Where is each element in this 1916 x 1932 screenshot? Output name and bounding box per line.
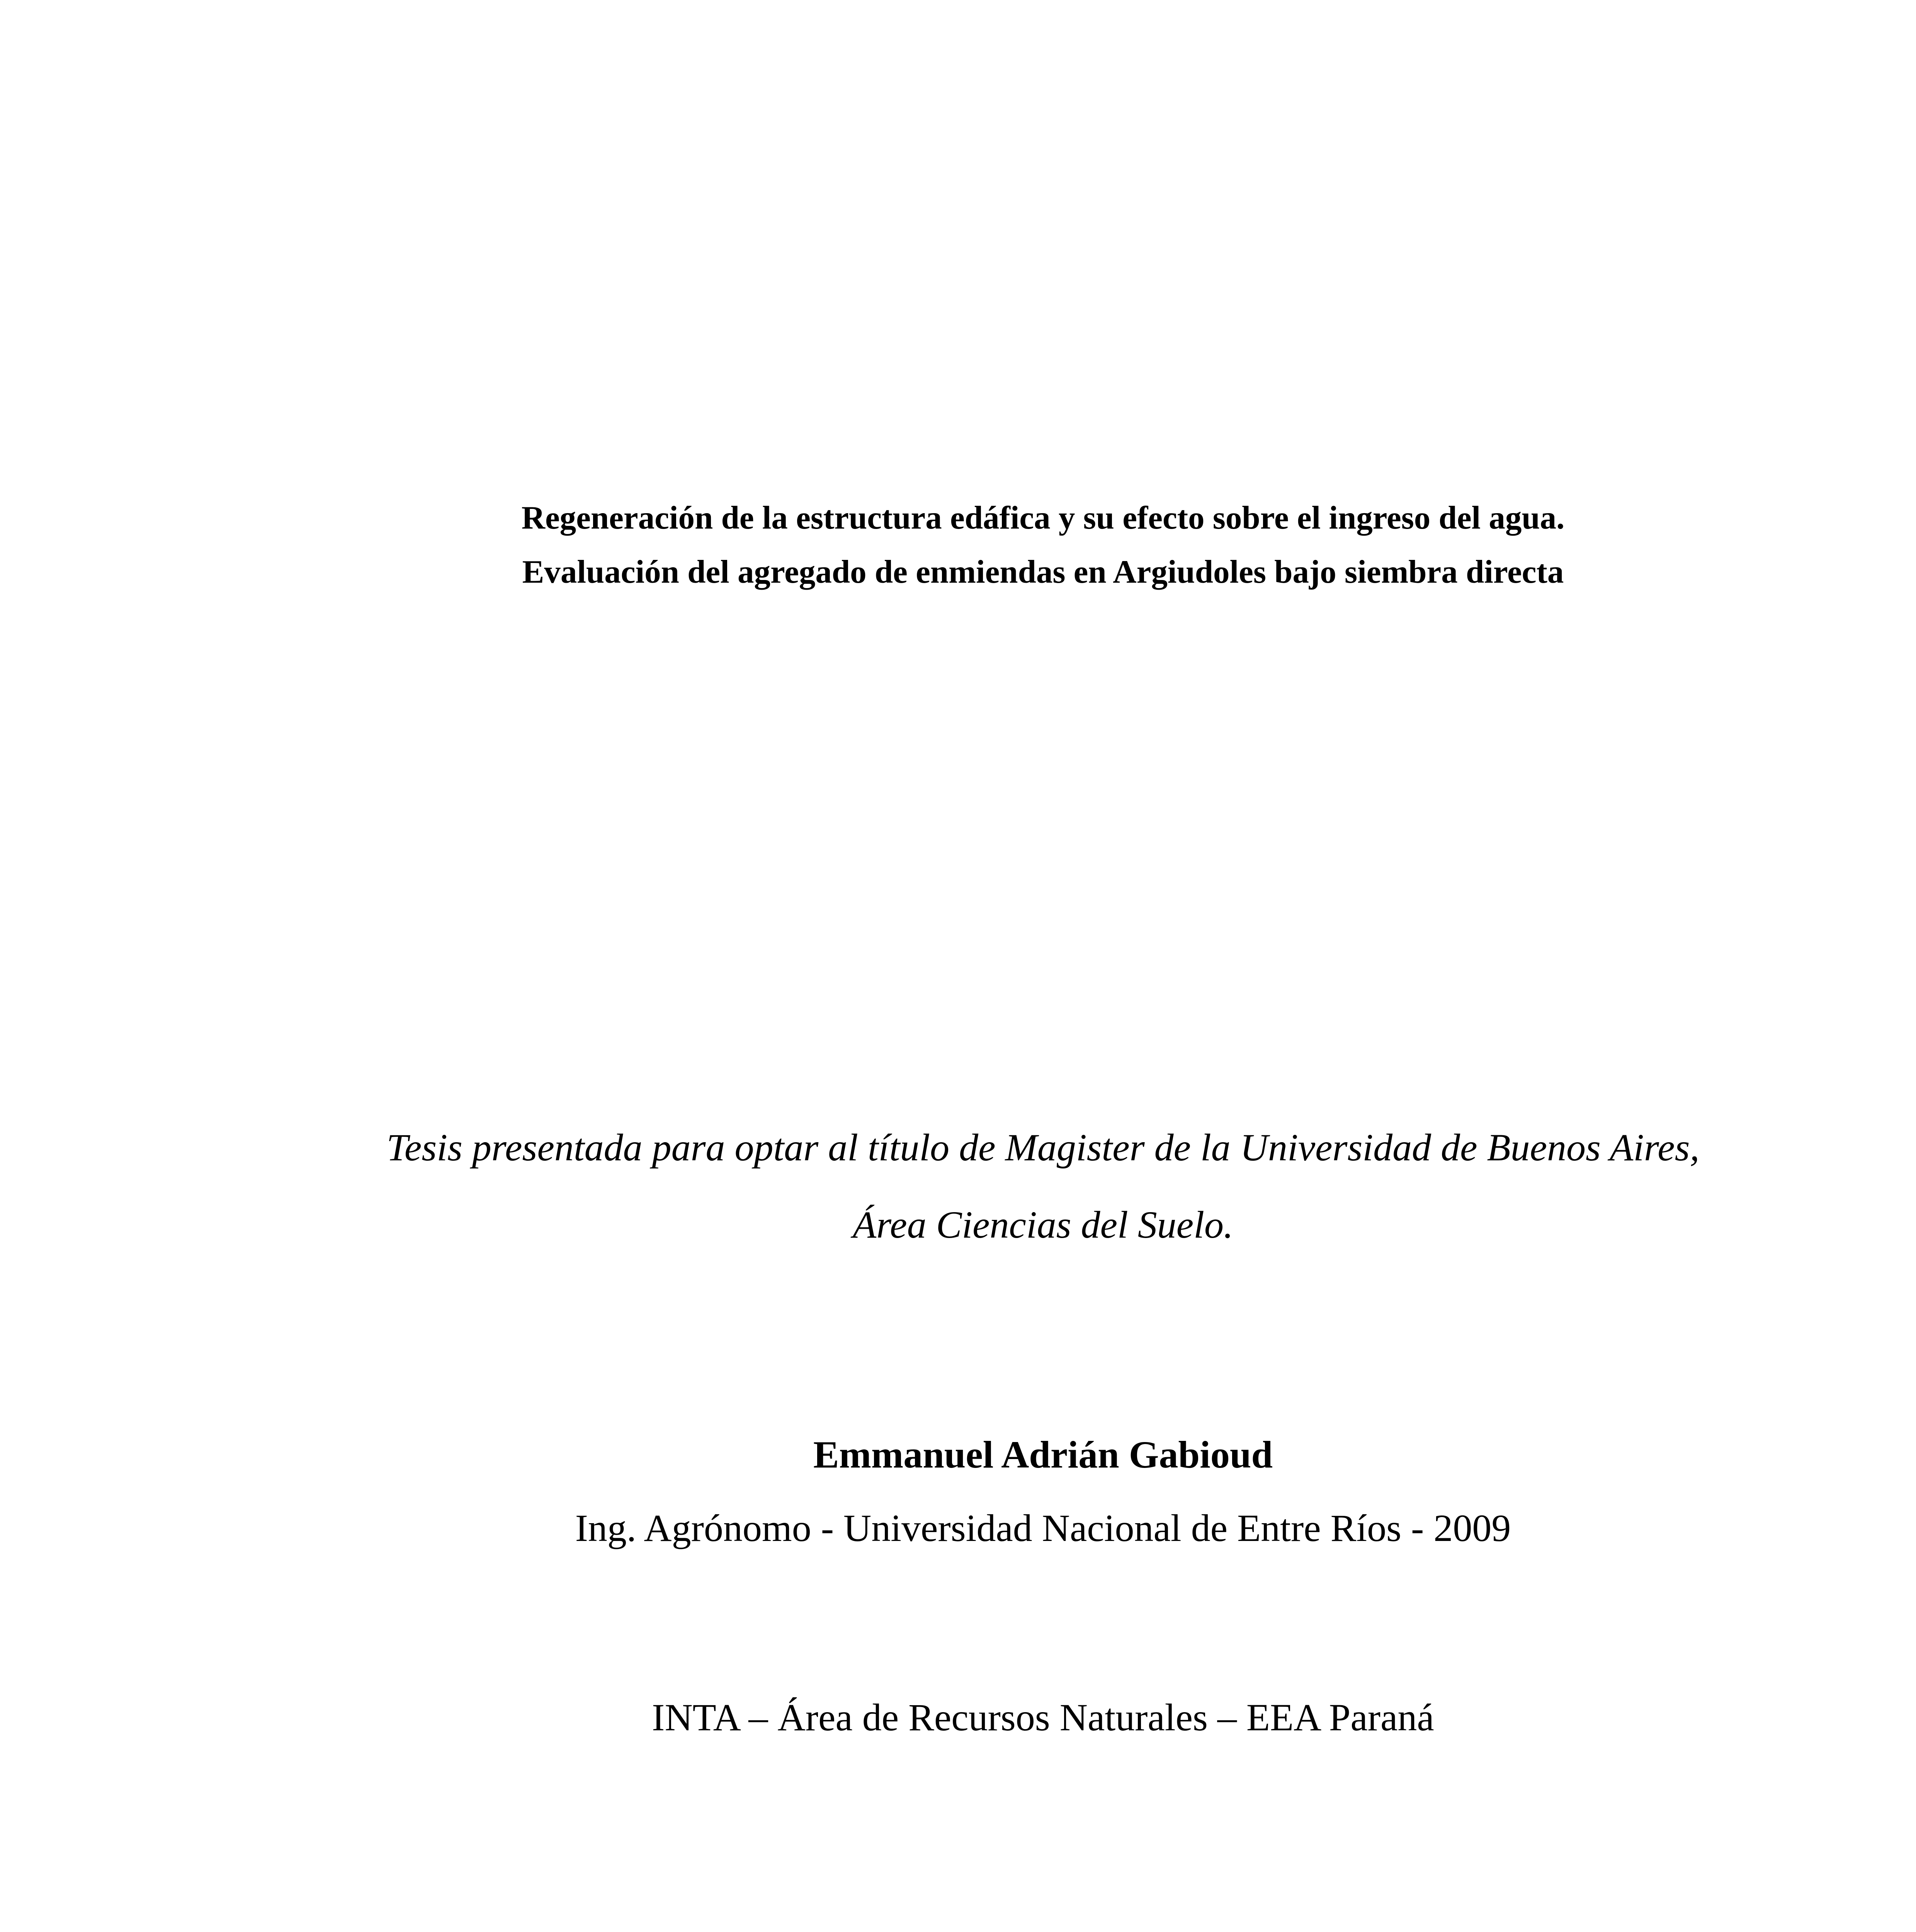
author-name: Emmanuel Adrián Gabioud: [813, 1433, 1273, 1476]
thesis-statement: [0, 1109, 1916, 1264]
institution: INTA – Área de Recursos Naturales – EEA Paraná: [652, 1696, 1434, 1739]
thesis-line-2: Área Ciencias del Suelo.: [853, 1203, 1233, 1246]
thesis-title: [0, 491, 1916, 599]
thesis-line-1: Tesis presentada para optar al título de Magister de la Universidad de Buenos Aires,: [386, 1126, 1700, 1169]
title-line-2: Evaluación del agregado de enmiendas en Argiudoles bajo siembra directa: [522, 554, 1564, 590]
title-line-1: Regeneración de la estructura edáfica y su efecto sobre el ingreso del agua.: [521, 500, 1565, 536]
author-degree: Ing. Agrónomo - Universidad Nacional de Entre Ríos - 2009: [575, 1507, 1511, 1549]
